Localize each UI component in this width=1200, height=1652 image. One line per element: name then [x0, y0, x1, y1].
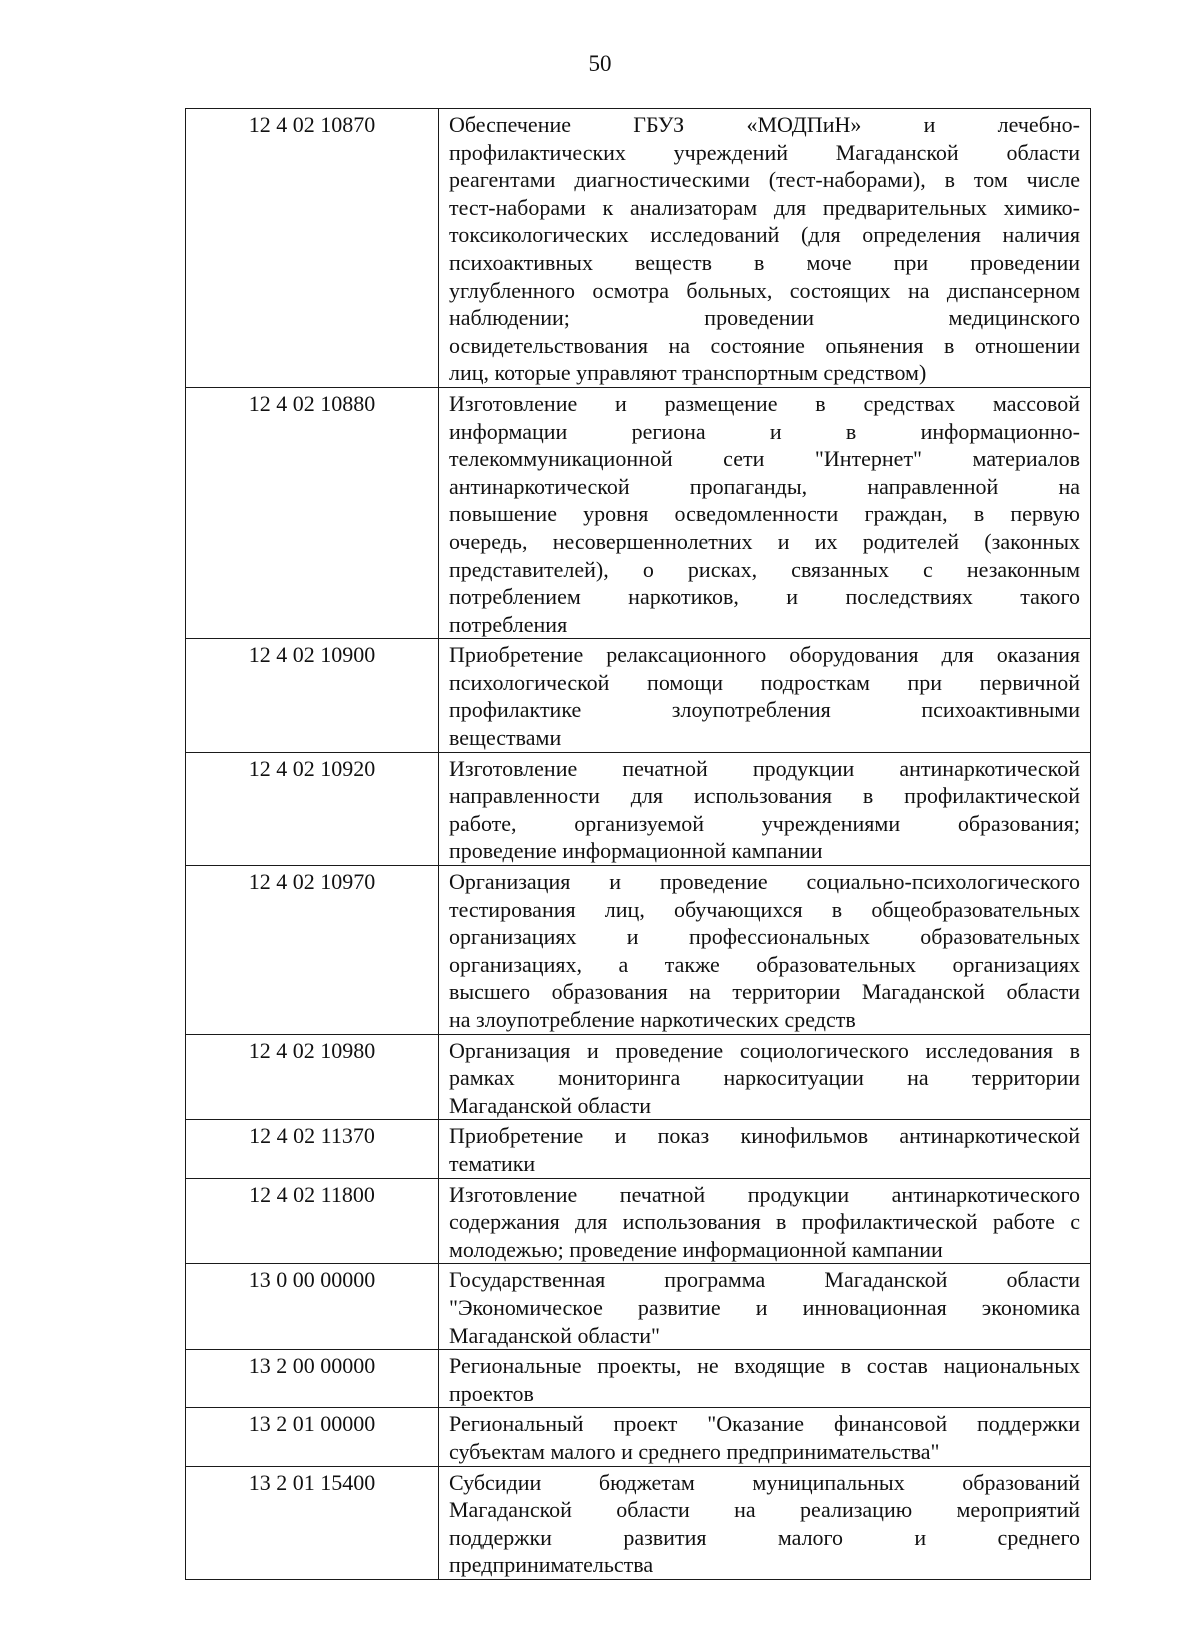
table-row — [186, 1264, 1091, 1350]
item-description — [439, 752, 1091, 865]
classification-code: 12 4 02 10920 — [186, 752, 439, 865]
item-description — [439, 1178, 1091, 1264]
description-line: реагентами диагностическими (тест-наборами), в том числе — [449, 167, 1080, 193]
description-line: очередь, несовершеннолетних и их родителей (законных — [449, 528, 1080, 554]
description-line: субъектам малого и среднего предпринимательства" — [449, 1438, 940, 1464]
description-line: проектов — [449, 1380, 534, 1406]
classification-code: 12 4 02 10880 — [186, 387, 439, 638]
description-line: организациях и профессиональных образовательных — [449, 924, 1080, 950]
table-row — [186, 1466, 1091, 1579]
item-description — [439, 1350, 1091, 1408]
description-line: работе, организуемой учреждениями образования; — [449, 810, 1080, 836]
item-description — [439, 639, 1091, 752]
description-line: направленности для использования в профилактической — [449, 783, 1080, 809]
table-row — [186, 1408, 1091, 1466]
description-line: Изготовление печатной продукции антинаркотического — [449, 1181, 1080, 1207]
description-line: Организация и проведение социологического исследования в — [449, 1037, 1080, 1063]
description-line: профилактических учреждений Магаданской области — [449, 139, 1080, 165]
table-row — [186, 866, 1091, 1035]
description-line: представителей), о рисках, связанных с незаконным — [449, 556, 1080, 582]
description-line: психологической помощи подросткам при первичной — [449, 669, 1080, 695]
classification-code: 13 0 00 00000 — [186, 1264, 439, 1350]
classification-code: 13 2 01 15400 — [186, 1466, 439, 1579]
description-line: тестирования лиц, обучающихся в общеобразовательных — [449, 896, 1080, 922]
description-line: высшего образования на территории Магаданской области — [449, 979, 1080, 1005]
description-line: Государственная программа Магаданской области — [449, 1267, 1080, 1293]
table-row — [186, 752, 1091, 865]
classification-code: 12 4 02 10970 — [186, 866, 439, 1035]
classification-code: 12 4 02 10870 — [186, 109, 439, 388]
description-line: лиц, которые управляют транспортным средством) — [449, 360, 927, 386]
description-line: поддержки развития малого и среднего — [449, 1524, 1080, 1550]
description-line: Приобретение и показ кинофильмов антинаркотической — [449, 1123, 1080, 1149]
table-row — [186, 1034, 1091, 1120]
table-row — [186, 109, 1091, 388]
classification-code: 12 4 02 11800 — [186, 1178, 439, 1264]
description-line: токсикологических исследований (для определения наличия — [449, 222, 1080, 248]
item-description — [439, 1034, 1091, 1120]
table-row — [186, 1120, 1091, 1178]
page-number: 50 — [588, 51, 612, 76]
description-line: потребления — [449, 611, 568, 637]
table-row — [186, 639, 1091, 752]
classification-code: 12 4 02 10900 — [186, 639, 439, 752]
description-line: телекоммуникационной сети "Интернет" материалов — [449, 446, 1080, 472]
description-line: психоактивных веществ в моче при проведении — [449, 249, 1080, 275]
table-body — [186, 109, 1091, 1580]
description-line: Организация и проведение социально-психологического — [449, 869, 1080, 895]
description-line: Приобретение релаксационного оборудования для оказания — [449, 642, 1080, 668]
description-line: "Экономическое развитие и инновационная экономика — [449, 1294, 1080, 1320]
item-description — [439, 1264, 1091, 1350]
classification-code: 13 2 01 00000 — [186, 1408, 439, 1466]
table-row — [186, 1350, 1091, 1408]
classification-code: 12 4 02 10980 — [186, 1034, 439, 1120]
description-line: Обеспечение ГБУЗ «МОДПиН» и лечебно- — [449, 112, 1080, 137]
description-line: Магаданской области — [449, 1092, 651, 1118]
description-line: Региональный проект "Оказание финансовой поддержки — [449, 1411, 1080, 1437]
description-line: Изготовление и размещение в средствах массовой — [449, 390, 1080, 416]
item-description — [439, 387, 1091, 638]
description-line: углубленного осмотра больных, состоящих на диспансерном — [449, 277, 1080, 303]
description-line: рамках мониторинга наркоситуации на территории — [449, 1065, 1080, 1091]
description-line: наблюдении; проведении медицинского — [449, 305, 1080, 331]
item-description — [439, 1466, 1091, 1579]
item-description — [439, 1120, 1091, 1178]
item-description — [439, 866, 1091, 1035]
description-line: информации региона и в информационно- — [449, 418, 1080, 444]
classification-code: 12 4 02 11370 — [186, 1120, 439, 1178]
description-line: профилактике злоупотребления психоактивными — [449, 697, 1080, 723]
description-line: проведение информационной кампании — [449, 838, 823, 864]
description-line: Региональные проекты, не входящие в состав национальных — [449, 1353, 1080, 1379]
item-description — [439, 1408, 1091, 1466]
description-line: на злоупотребление наркотических средств — [449, 1007, 856, 1032]
description-line: тематики — [449, 1150, 536, 1176]
description-line: Магаданской области" — [449, 1322, 660, 1348]
description-line: предпринимательства — [449, 1552, 654, 1578]
description-line: антинаркотической пропаганды, направленной на — [449, 473, 1080, 499]
description-line: Изготовление печатной продукции антинаркотической — [449, 755, 1080, 781]
classification-code: 13 2 00 00000 — [186, 1350, 439, 1408]
description-line: содержания для использования в профилактической работе с — [449, 1209, 1080, 1235]
description-line: повышение уровня осведомленности граждан, в первую — [449, 501, 1080, 527]
description-line: потреблением наркотиков, и последствиях такого — [449, 584, 1080, 610]
table-row — [186, 1178, 1091, 1264]
description-line: тест-наборами к анализаторам для предварительных химико- — [449, 194, 1080, 220]
description-line: освидетельствования на состояние опьянения в отношении — [449, 332, 1080, 358]
description-line: Субсидии бюджетам муниципальных образований — [449, 1469, 1080, 1495]
table-row — [186, 387, 1091, 638]
description-line: молодежью; проведение информационной кампании — [449, 1236, 943, 1262]
item-description — [439, 109, 1091, 388]
budget-classification-table — [185, 108, 1091, 1580]
description-line: Магаданской области на реализацию мероприятий — [449, 1497, 1080, 1523]
description-line: веществами — [449, 725, 562, 751]
description-line: организациях, а также образовательных организациях — [449, 951, 1080, 977]
